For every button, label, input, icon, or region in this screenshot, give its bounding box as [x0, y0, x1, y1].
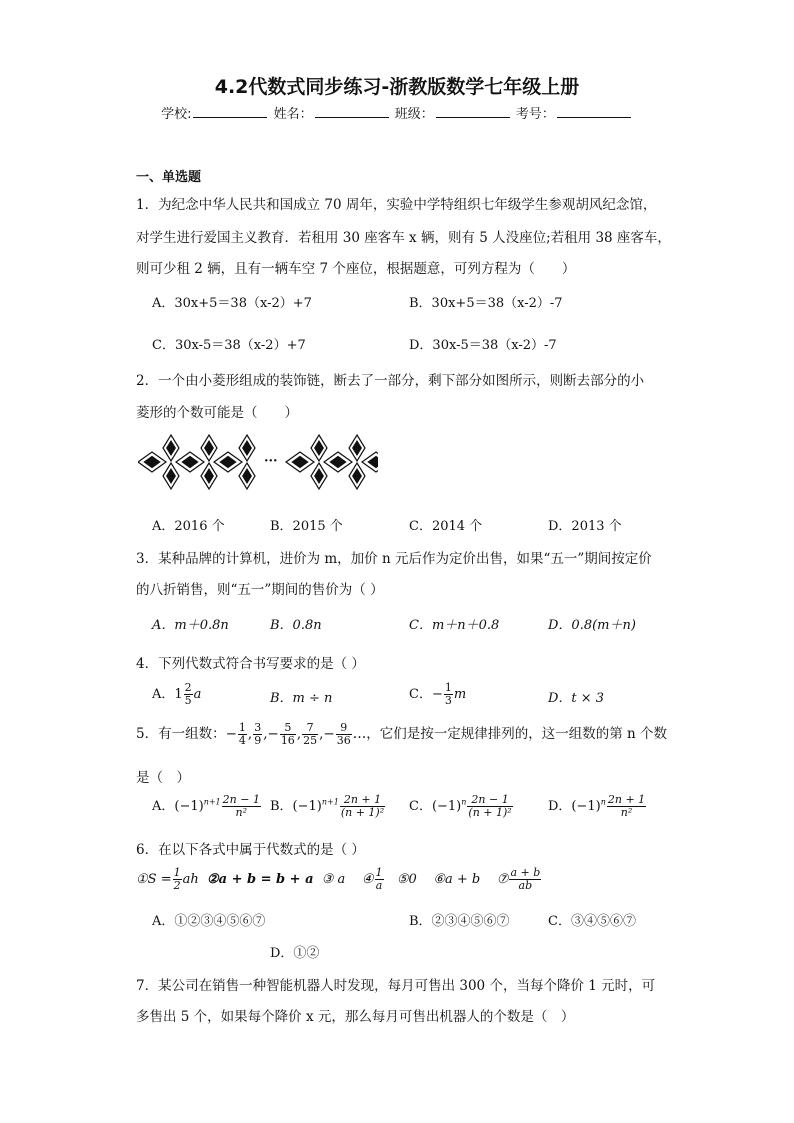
q5-b-base: B．(−1) [270, 799, 322, 814]
q6-e4: ④ [361, 872, 374, 887]
q7-line2: 多售出 5 个，如果每个降价 x 元，那么每月可售出机器人的个数是（ ） [136, 1009, 575, 1025]
q4-option-d: D．t × 3 [548, 691, 605, 706]
q5-b-exp: n+1 [321, 797, 339, 807]
q5-a-exp: n+1 [203, 797, 221, 807]
school-label: 学校: [161, 107, 192, 122]
q1-line2: 对学生进行爱国主义教育．若租用 30 座客车 x 辆，则有 5 人没座位;若租用 38 座客车， [136, 230, 671, 246]
q6-e7: ⑦ [496, 872, 509, 887]
q6-e3: ③ a [321, 872, 346, 887]
q4-a-whole: A．1 [152, 687, 183, 702]
q5-a-den: n² [235, 806, 248, 819]
q1-line1: 1．为纪念中华人民共和国成立 70 周年，实验中学特组织七年级学生参观胡风纪念馆， [136, 197, 657, 213]
q4-c-sign: C．− [409, 687, 443, 702]
q4-c-var: m [453, 687, 467, 702]
q3-line1: 3．某种品牌的计算机，进价为 m，加价 n 元后作为定价出售，如果“五一”期间按定价 [136, 551, 652, 567]
q5-a-num: 2n − 1 [222, 793, 260, 806]
q5-option-c [409, 794, 514, 819]
ellipsis-dots: ··· [264, 454, 278, 469]
q4-a-num: 2 [184, 681, 192, 694]
q1-option-c: C．30x-5＝38（x-2）+7 [152, 338, 306, 353]
q5-term: − $\frac{1}{4}$ [225, 721, 246, 747]
student-info-line [0, 103, 794, 122]
q6-e1: ①S = [136, 872, 172, 887]
name-label: 姓名： [273, 107, 313, 122]
q5-option-b [270, 794, 386, 819]
q2-option-a: A．2016 个 [152, 519, 225, 534]
q6-e1-post: ah [182, 872, 199, 887]
q6-option-d: D．①② [270, 946, 320, 961]
q1-option-a: A．30x+5＝38（x-2）+7 [152, 296, 312, 311]
q4-option-b: B．m ÷ n [270, 691, 333, 706]
q3-option-d: D．0.8(m＋n) [548, 618, 636, 633]
q6-option-a: A．①②③④⑤⑥⑦ [152, 914, 266, 929]
q4-line1: 4．下列代数式符合书写要求的是（ ） [136, 656, 365, 672]
q5-a-base: A．(−1) [152, 799, 204, 814]
q5-prefix: 5．有一组数： [136, 726, 226, 742]
q4-a-den: 5 [184, 694, 192, 707]
q6-option-c: C．③④⑤⑥⑦ [548, 914, 636, 929]
q5-term: ,− $\frac{9}{36}$ [319, 721, 351, 747]
exam-no-label: 考号： [515, 107, 555, 122]
q5-c-exp: n [461, 797, 467, 807]
q5-b-den: (n + 1)² [340, 806, 385, 819]
q4-option-a [152, 682, 201, 707]
q6-e4-num: 1 [375, 866, 383, 879]
q5-c-num: 2n − 1 [467, 794, 512, 807]
q4-a-var: a [193, 687, 202, 702]
q5-option-d [548, 794, 647, 819]
q6-option-b: B．②③④⑤⑥⑦ [409, 914, 510, 929]
q6-e2: ②a + b = b + a [206, 872, 314, 887]
q5-c-den: (n + 1)² [468, 806, 512, 819]
class-blank[interactable] [436, 105, 510, 118]
q5-sequence [225, 721, 353, 747]
q4-c-num: 1 [444, 681, 452, 694]
q3-line2: 的八折销售，则“五一”期间的售价为（ ） [136, 582, 384, 598]
q3-option-a: A．m＋0.8n [152, 618, 229, 633]
q5-suffix: …，它们是按一定规律排列的，这一组数的第 n 个数 [352, 726, 667, 742]
diamond-chain-figure [138, 434, 378, 494]
exam-no-blank[interactable] [557, 105, 631, 118]
q5-d-base: D．(−1) [548, 799, 601, 814]
page-title: 4.2代数式同步练习-浙教版数学七年级上册 [214, 76, 580, 98]
q3-option-b: B．0.8n [270, 618, 322, 633]
q4-c-den: 3 [444, 694, 452, 707]
q1-option-d: D．30x-5＝38（x-2）-7 [409, 338, 557, 353]
class-label: 班级： [394, 107, 434, 122]
section-heading: 一、单选题 [136, 170, 202, 185]
q5-line1 [136, 722, 667, 747]
q2-line2: 菱形的个数可能是（ ） [136, 405, 298, 421]
q5-option-a [152, 794, 262, 819]
q5-d-num: 2n + 1 [607, 793, 646, 806]
q2-option-d: D．2013 个 [548, 519, 622, 534]
q5-term: ,− $\frac{5}{16}$ [263, 721, 295, 747]
school-blank[interactable] [193, 105, 267, 118]
q2-line1: 2．一个由小菱形组成的装饰链，断去了一部分，剩下部分如图所示，则断去部分的小 [136, 373, 645, 389]
q5-term: , $\frac{7}{25}$ [296, 721, 318, 747]
q5-b-num: 2n + 1 [340, 794, 385, 807]
q6-e7-den: ab [518, 879, 533, 892]
q6-e6: ⑥a + b [433, 872, 481, 887]
q4-option-c [409, 682, 466, 707]
q5-line2: 是（ ） [136, 770, 190, 786]
q6-e1-num: 1 [173, 866, 181, 879]
q5-term: , $\frac{3}{9}$ [247, 721, 262, 747]
q5-d-exp: n [600, 797, 606, 807]
q2-option-c: C．2014 个 [409, 519, 483, 534]
q3-option-c: C．m＋n＋0.8 [409, 618, 500, 633]
q5-c-base: C．(−1) [409, 799, 462, 814]
name-blank[interactable] [315, 105, 389, 118]
q1-option-b: B．30x+5＝38（x-2）-7 [409, 296, 563, 311]
q7-line1: 7．某公司在销售一种智能机器人时发现，每月可售出 300 个，当每个降价 1 元时，可 [136, 978, 656, 994]
q6-e5: ⑤0 [396, 872, 417, 887]
q6-e4-den: a [375, 879, 383, 892]
q6-e7-num: a + b [510, 866, 541, 879]
q2-option-b: B．2015 个 [270, 519, 343, 534]
q6-line1: 6．在以下各式中属于代数式的是（ ） [136, 842, 365, 858]
diamond-chain-left [138, 435, 378, 489]
q6-e1-den: 2 [173, 879, 181, 892]
q1-line3: 则可少租 2 辆，且有一辆车空 7 个座位，根据题意，可列方程为（ ） [136, 261, 576, 277]
q5-d-den: n² [620, 806, 633, 819]
q6-expressions [136, 867, 542, 892]
